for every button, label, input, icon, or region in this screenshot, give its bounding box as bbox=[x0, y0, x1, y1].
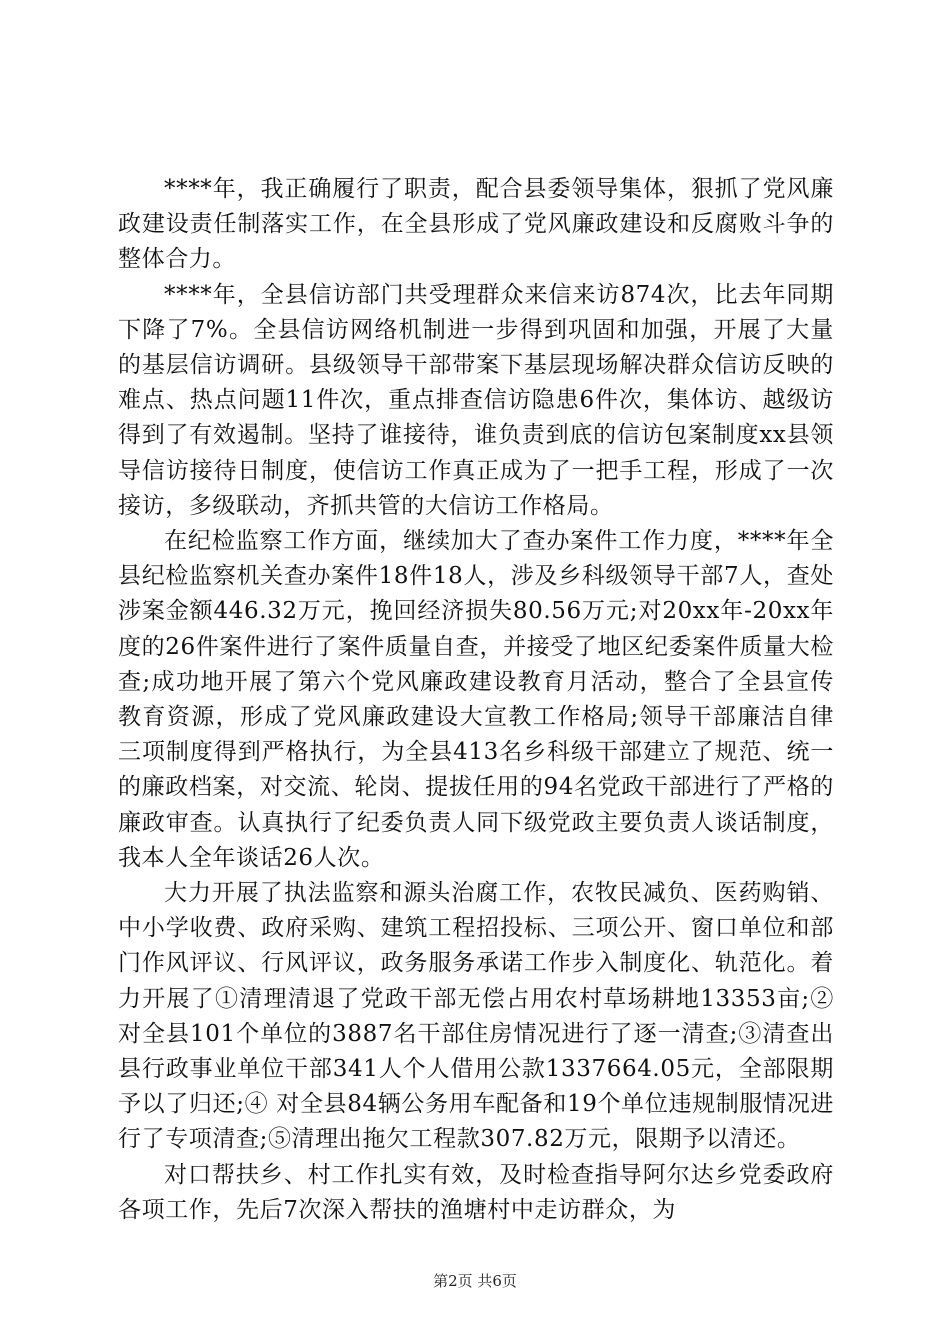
document-body bbox=[118, 172, 834, 1228]
paragraph-5: 对口帮扶乡、村工作扎实有效，及时检查指导阿尔达乡党委政府各项工作，先后7次深入帮扶的渔塘村中走访群众，为 bbox=[118, 1161, 834, 1223]
paragraph-4: 大力开展了执法监察和源头治腐工作，农牧民减负、医药购销、中小学收费、政府采购、建筑工程招投标、三项公开、窗口单位和部门作风评议、行风评议，政务服务承诺工作步入制度化、轨范化。着力开展了①清理清退了党政干部无偿占用农村草场耕地13353亩;② 对全县101个单位的3887名干部住房情况进行了逐一清查;③清查出县行政事业单位干部341人个人借用公款1337664.05元，全部限期予以了归还;④ 对全县84辆公务用车配备和19个单位违规制服情况进行了专项清查;⑤清理出拖欠工程款307.82万元，限期予以清还。 bbox=[118, 880, 834, 1153]
page-footer: 第2页 共6页 bbox=[433, 1272, 517, 1290]
paragraph-2: ****年，全县信访部门共受理群众来信来访874次，比去年同期下降了7%。全县信访网络机制进一步得到巩固和加强，开展了大量的基层信访调研。县级领导干部带案下基层现场解决群众信访反映的难点、热点问题11件次，重点排查信访隐患6件次，集体访、越级访得到了有效遏制。坚持了谁接待，谁负责到底的信访包案制度xx县领导信访接待日制度，使信访工作真正成为了一把手工程，形成了一次接访，多级联动，齐抓共管的大信访工作格局。 bbox=[118, 281, 834, 519]
paragraph-1: ****年，我正确履行了职责，配合县委领导集体，狠抓了党风廉政建设责任制落实工作，在全县形成了党风廉政建设和反腐败斗争的整体合力。 bbox=[118, 176, 834, 273]
paragraph-3: 在纪检监察工作方面，继续加大了查办案件工作力度，****年全县纪检监察机关查办案件18件18人，涉及乡科级领导干部7人，查处涉案金额446.32万元，挽回经济损失80.56万元;对20xx年-20xx年度的26件案件进行了案件质量自查，并接受了地区纪委案件质量大检查;成功地开展了第六个党风廉政建设教育月活动，整合了全县宣传教育资源，形成了党风廉政建设大宣教工作格局;领导干部廉洁自律三项制度得到严格执行，为全县413名乡科级干部建立了规范、统一的廉政档案，对交流、轮岗、提拔任用的94名党政干部进行了严格的廉政审查。认真执行了纪委负责人同下级党政主要负责人谈话制度，我本人全年谈话26人次。 bbox=[118, 528, 834, 871]
